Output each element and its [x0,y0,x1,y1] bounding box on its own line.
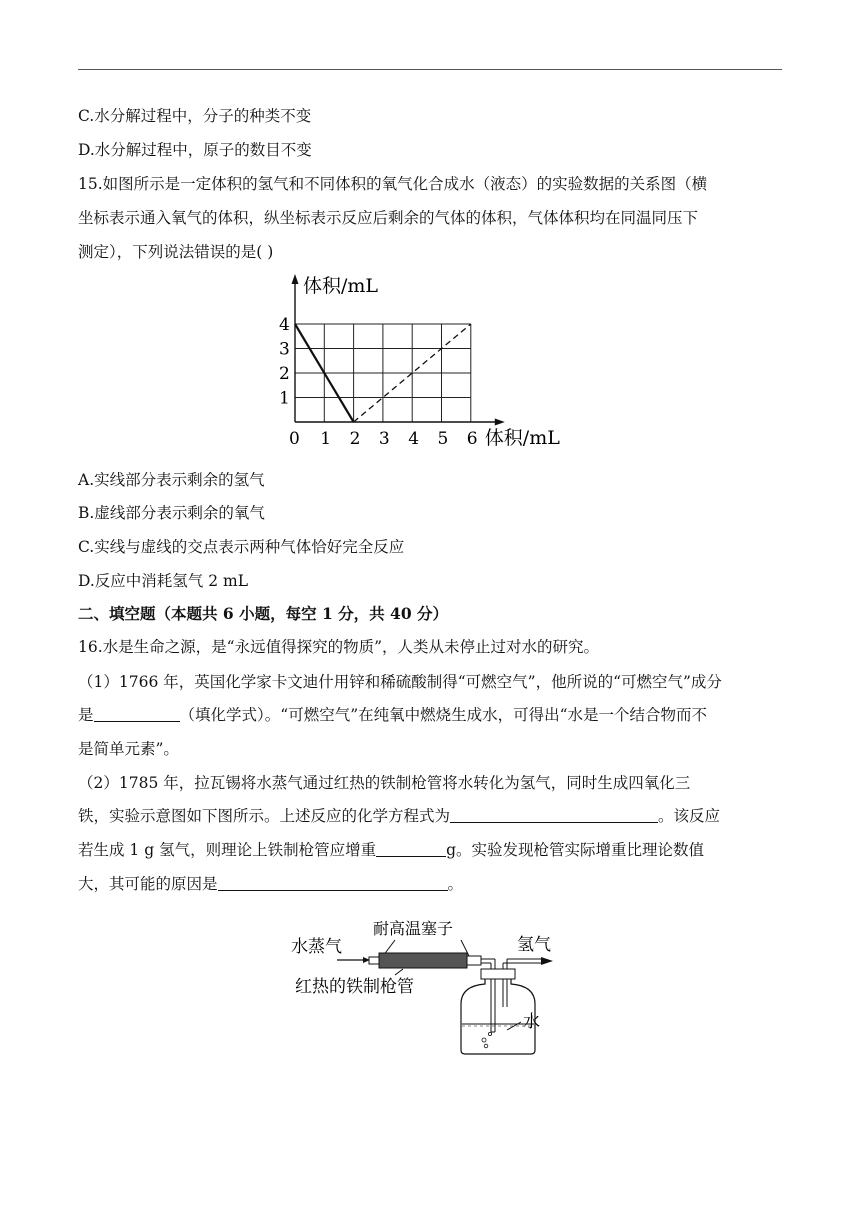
apparatus-diagram [285,912,575,1062]
option-c-15: C.实线与虚线的交点表示两种气体恰好完全反应 [78,538,405,556]
x-tick-label: 4 [408,429,420,449]
y-tick-label: 3 [279,339,290,360]
x-tick-label: 1 [320,429,332,449]
y-axis-arrow [292,274,299,284]
header-rule [78,69,782,70]
x-tick-label: 3 [378,429,390,449]
x-axis-label: 体积/mL [484,427,560,449]
question-15-line-2: 坐标表示通入氧气的体积，纵坐标表示反应后剩余的气体的体积，气体体积均在同温同压下 [78,209,699,227]
answer-blank-formula[interactable] [94,706,180,722]
option-b-15: B.虚线部分表示剩余的氧气 [78,504,265,522]
label-steam: 水蒸气 [291,937,342,957]
label-hydrogen: 氢气 [517,935,551,955]
x-axis-arrow [495,419,505,426]
answer-blank-reason[interactable] [218,875,448,891]
option-a-15: A.实线部分表示剩余的氢气 [78,471,265,489]
label-stopper: 耐高温塞子 [373,919,454,938]
label-water: 水 [523,1012,540,1032]
question-16-1-line-1: （1）1766 年，英国化学家卡文迪什用锌和稀硫酸制得“可燃空气”，他所说的“可燃空气”成分 [78,673,722,691]
question-16-2-line-4: 大，其可能的原因是 。 [78,875,464,893]
answer-blank-mass[interactable] [376,841,446,857]
y-tick-label: 2 [279,364,290,384]
question-15-line-3: 测定），下列说法错误的是( ) [78,243,274,261]
x-tick-label: 2 [349,429,361,449]
y-tick-label: 1 [279,388,290,409]
question-16-2-line-3: 若生成 1 g 氢气，则理论上铁制枪管应增重 g。实验发现枪管实际增重比理论数值 [78,841,705,859]
y-axis-label: 体积/mL [303,275,379,297]
section-2-heading: 二、填空题（本题共 6 小题，每空 1 分，共 40 分） [78,604,449,623]
label-barrel: 红热的铁制枪管 [295,977,414,997]
x-tick-label: 0 [289,429,300,449]
y-tick-label: 4 [279,315,290,335]
option-d-15: D.反应中消耗氢气 2 mL [78,572,249,590]
option-c-13: C.水分解过程中，分子的种类不变 [78,107,312,125]
answer-blank-equation[interactable] [450,807,658,823]
x-tick-label: 5 [437,429,449,449]
gun-barrel [379,953,467,968]
question-16-1-line-3: 是简单元素”。 [78,740,179,758]
question-16-intro: 16.水是生命之源，是“永远值得探究的物质”，人类从未停止过对水的研究。 [78,638,600,656]
question-15-line-1: 15.如图所示是一定体积的氢气和不同体积的氧气化合成水（液态）的实验数据的关系图（横 [78,175,708,193]
question-16-2-line-1: （2）1785 年，拉瓦锡将水蒸气通过红热的铁制枪管将水转化为氢气，同时生成四氧化三 [78,774,691,792]
option-d-13: D.水分解过程中，原子的数目不变 [78,141,312,159]
x-tick-label: 6 [466,429,478,449]
question-16-2-line-2: 铁，实验示意图如下图所示。上述反应的化学方程式为 。该反应 [78,807,721,825]
question-16-1-line-2: 是 （填化学式）。“可燃空气”在纯氧中燃烧生成水，可得出“水是一个结合物而不 [78,706,708,724]
volume-chart [270,272,590,452]
